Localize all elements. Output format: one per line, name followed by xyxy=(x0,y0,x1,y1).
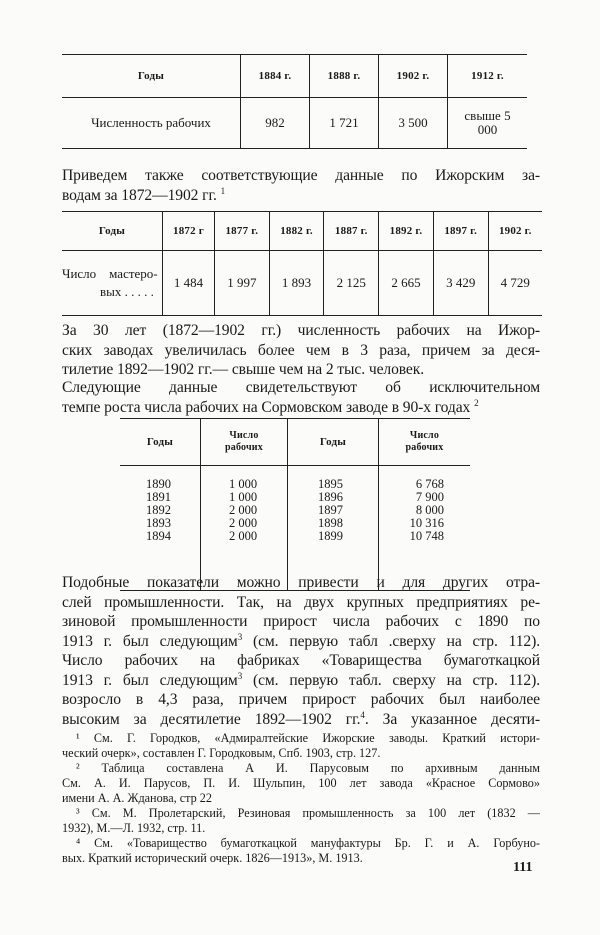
t2-year: 1882 г. xyxy=(269,212,324,251)
text-line: Число рабочих на фабриках «Товарищества бумаготкацкой xyxy=(62,652,540,669)
t2-year: 1877 г. xyxy=(214,212,269,251)
t3-header-years: Годы xyxy=(120,419,201,466)
t3-workers-col xyxy=(379,466,471,591)
text-line: слей промышленности. Так, на двух крупных предприятиях ре- xyxy=(62,593,540,611)
workers-table-2 xyxy=(62,211,542,316)
t2-value: 1 484 xyxy=(163,251,215,316)
t1-value: 3 500 xyxy=(379,98,448,149)
year: 1893 xyxy=(146,516,171,530)
footnote-ref: 1 xyxy=(220,185,226,196)
text-line: Приведем также соответствующие данные по Ижорским за- xyxy=(62,167,540,184)
text-segment: высоким за десятилетие 1892—1902 гг. xyxy=(62,710,361,728)
footnote-line: ³ См. М. Пролетарский, Резиновая промышленность за 100 лет (1832 — xyxy=(76,806,540,820)
text-line: Следующие данные свидетельствуют об исключительном xyxy=(62,379,540,396)
paragraph-4 xyxy=(62,573,540,651)
text-line: Подобные показатели можно привести и для других отра- xyxy=(62,574,540,591)
text-line xyxy=(62,398,540,418)
workers-count: 10 748 xyxy=(409,529,444,543)
text-line xyxy=(62,671,540,691)
year: 1899 xyxy=(318,529,343,543)
workers-count: 6 768 xyxy=(415,477,444,491)
t2-value: 3 429 xyxy=(433,251,488,316)
paragraph-5 xyxy=(62,651,540,729)
year: 1892 xyxy=(146,503,171,517)
workers-count: 1 000 xyxy=(229,477,258,491)
footnote-ref: 3 xyxy=(237,631,243,642)
t2-value: 2 665 xyxy=(379,251,434,316)
t2-year: 1872 г xyxy=(163,212,215,251)
t3-years-col xyxy=(288,466,379,591)
text-segment: водам за 1872—1902 гг. xyxy=(62,186,217,204)
t2-value: 1 893 xyxy=(269,251,324,316)
t2-row-label xyxy=(62,251,163,316)
workers-count: 1 000 xyxy=(229,490,258,504)
t2-value: 1 997 xyxy=(214,251,269,316)
t1-value: свыше 5 000 xyxy=(448,98,528,149)
t3-header-workers xyxy=(379,419,471,466)
t1-year: 1902 г. xyxy=(379,55,448,98)
t1-value: 982 xyxy=(241,98,310,149)
footnote-line: 1932), М.—Л. 1932, стр. 11. xyxy=(62,821,206,835)
footnote-ref: 4 xyxy=(360,709,365,720)
t1-row-label: Численность рабочих xyxy=(91,115,211,130)
text-line xyxy=(62,710,540,730)
sormovo-workers-table xyxy=(120,418,470,591)
t2-value: 2 125 xyxy=(324,251,379,316)
t3-header-years: Годы xyxy=(288,419,379,466)
workers-count: 2 000 xyxy=(229,503,258,517)
t2-year: 1902 г. xyxy=(488,212,542,251)
text-segment: 1913 г. был следующим xyxy=(62,671,238,689)
workers-count: 10 316 xyxy=(409,516,444,530)
text-line: Число xyxy=(229,430,259,441)
footnote-ref: 2 xyxy=(474,397,479,408)
t2-header-years: Годы xyxy=(62,212,163,251)
text-line: рабочих xyxy=(225,442,263,453)
paragraph-2 xyxy=(62,321,540,380)
t1-value: 1 721 xyxy=(310,98,379,149)
text-line: ских заводах увеличилась более чем в 3 раза, причем за деся- xyxy=(62,341,540,359)
workers-count: 7 900 xyxy=(415,490,444,504)
workers-table-1 xyxy=(62,54,527,149)
t3-workers-col xyxy=(201,466,288,591)
t2-year: 1892 г. xyxy=(379,212,434,251)
footnote-line: ² Таблица составлена А И. Парусовым по архивным данным xyxy=(76,761,540,775)
footnote-line: имени А. А. Жданова, стр 22 xyxy=(62,791,212,805)
t3-header-workers xyxy=(201,419,288,466)
text-line: зиновой промышленности прирост числа рабочих с 1890 по xyxy=(62,613,540,630)
text-line: За 30 лет (1872—1902 гг.) численность рабочих на Ижор- xyxy=(62,322,540,339)
footnotes xyxy=(62,731,540,866)
text-segment: темпе роста числа рабочих на Сормовском заводе в 90-х годах xyxy=(62,398,471,416)
paragraph-1 xyxy=(62,166,540,205)
t2-year: 1887 г. xyxy=(324,212,379,251)
footnote-line: ческий очерк», составлен Г. Городковым, Спб. 1903, стр. 127. xyxy=(62,746,381,760)
text-line xyxy=(62,186,540,206)
t1-year: 1884 г. xyxy=(241,55,310,98)
text-line: тилетие 1892—1902 гг.— свыше чем на 2 тыс. человек. xyxy=(62,361,425,378)
t1-year: 1888 г. xyxy=(310,55,379,98)
year: 1897 xyxy=(318,503,343,517)
t3-years-col xyxy=(120,466,201,591)
text-line xyxy=(62,632,540,652)
year: 1895 xyxy=(318,477,343,491)
year: 1896 xyxy=(318,490,343,504)
text-line: возросло в 4,3 раза, причем прирост рабочих был наиболее xyxy=(62,691,540,708)
year: 1898 xyxy=(318,516,343,530)
text-line: вых . . . . . xyxy=(100,284,154,299)
t2-year: 1897 г. xyxy=(433,212,488,251)
footnote-line: ¹ См. Г. Городков, «Адмиралтейские Ижорские заводы. Краткий истори- xyxy=(76,731,540,745)
text-line: Число xyxy=(409,430,440,441)
text-segment: (см. первую табл .сверху на стр. 112). xyxy=(252,632,540,650)
workers-count: 8 000 xyxy=(415,503,444,517)
year: 1890 xyxy=(146,477,171,491)
paragraph-3 xyxy=(62,378,540,417)
workers-count: 2 000 xyxy=(229,516,258,530)
text-segment: 1913 г. был следующим xyxy=(62,632,238,650)
t1-header-years: Годы xyxy=(62,55,241,98)
page-number: 111 xyxy=(513,860,533,875)
footnote-line: ⁴ См. «Товарищество бумаготкацкой мануфактуры Бр. Г. и А. Горбуно- xyxy=(76,836,540,850)
year: 1894 xyxy=(146,529,171,543)
workers-count: 2 000 xyxy=(229,529,258,543)
footnote-line: См. А. И. Парусов, П. И. Шульпин, 100 лет завода «Красное Сормово» xyxy=(62,776,540,790)
text-line: рабочих xyxy=(405,442,444,453)
text-segment: . За указанное десяти- xyxy=(364,710,540,728)
t1-year: 1912 г. xyxy=(448,55,528,98)
text-line: Число мастеро- xyxy=(62,266,158,281)
text-segment: (см. первую табл. сверху на стр. 112). xyxy=(252,671,540,689)
footnote-ref: 3 xyxy=(237,670,243,681)
footnote-line: вых. Краткий исторический очерк. 1826—1913», М. 1913. xyxy=(62,851,363,865)
t2-value: 4 729 xyxy=(488,251,542,316)
year: 1891 xyxy=(146,490,171,504)
